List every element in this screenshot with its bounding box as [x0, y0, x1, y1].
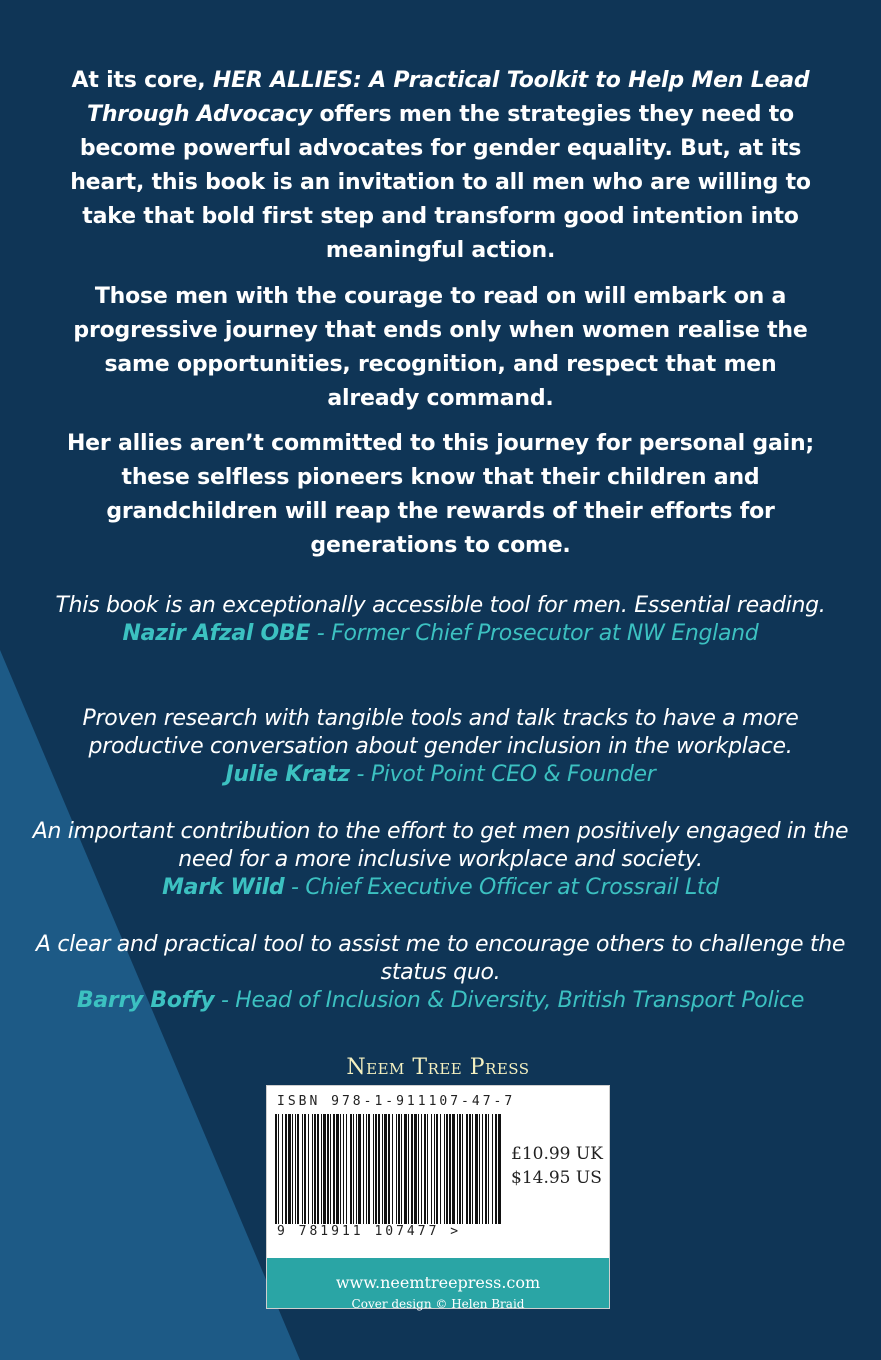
barcode-bar	[436, 1114, 438, 1224]
barcode-bar	[498, 1114, 501, 1224]
barcode-bar	[434, 1114, 435, 1224]
barcode-bar	[401, 1114, 402, 1224]
barcode-bar	[340, 1114, 341, 1224]
barcode-bar	[462, 1114, 463, 1224]
barcode-bar	[330, 1114, 331, 1224]
barcode-bar	[384, 1114, 387, 1224]
barcode	[275, 1114, 501, 1224]
barcode-bar	[336, 1114, 339, 1224]
barcode-bar	[485, 1114, 487, 1224]
barcode-bar	[408, 1114, 409, 1224]
barcode-bar	[475, 1114, 478, 1224]
barcode-bar	[414, 1114, 417, 1224]
barcode-bar	[308, 1114, 309, 1224]
barcode-bar	[292, 1114, 293, 1224]
barcode-bar	[288, 1114, 291, 1224]
barcode-bar	[466, 1114, 468, 1224]
barcode-bar	[375, 1114, 377, 1224]
barcode-bar	[457, 1114, 458, 1224]
barcode-bar	[346, 1114, 347, 1224]
barcode-bar	[366, 1114, 367, 1224]
barcode-bar	[323, 1114, 326, 1224]
barcode-bar	[378, 1114, 380, 1224]
barcode-bar	[356, 1114, 357, 1224]
barcode-bar	[312, 1114, 313, 1224]
barcode-bar	[404, 1114, 407, 1224]
barcode-bar	[492, 1114, 493, 1224]
barcode-bar	[333, 1114, 335, 1224]
endorsement-3: An important contribution to the effort to get men positively engaged in the need for a more inclusive workplace and society. Mark Wild - Chief Executive Officer at Crossrail Ltd	[32, 819, 849, 900]
barcode-bar	[449, 1114, 451, 1224]
barcode-bar	[295, 1114, 296, 1224]
barcode-bar	[396, 1114, 397, 1224]
barcode-bar	[398, 1114, 400, 1224]
barcode-bar	[469, 1114, 471, 1224]
publisher-name: Neem Tree Press	[346, 1055, 530, 1080]
barcode-bar	[431, 1114, 432, 1224]
barcode-bar	[353, 1114, 354, 1224]
barcode-bar	[388, 1114, 390, 1224]
cover-credit: Cover design © Helen Braid	[351, 1297, 525, 1311]
barcode-bar	[363, 1114, 364, 1224]
barcode-bar	[459, 1114, 461, 1224]
barcode-bar	[304, 1114, 306, 1224]
barcode-bar	[350, 1114, 352, 1224]
publisher-url: www.neemtreepress.com	[267, 1258, 609, 1308]
barcode-bar	[297, 1114, 299, 1224]
price	[511, 1142, 603, 1190]
barcode-bar	[285, 1114, 287, 1224]
barcode-bar	[317, 1114, 319, 1224]
barcode-bar	[482, 1114, 483, 1224]
barcode-bar	[440, 1114, 441, 1224]
barcode-bar	[382, 1114, 383, 1224]
barcode-bar	[427, 1114, 428, 1224]
barcode-bar	[327, 1114, 329, 1224]
endorsement-2: Proven research with tangible tools and talk tracks to have a more productive conversation about gender inclusion in the workplace. Julie Kratz - Pivot Point CEO & Founder	[82, 706, 799, 787]
barcode-bar	[411, 1114, 413, 1224]
endorsement-4: A clear and practical tool to assist me to encourage others to challenge the status quo. Barry Boffy - Head of Inclusion & Diversity, British Transport Police	[35, 932, 846, 1013]
blurb-paragraph-1: At its core, HER ALLIES: A Practical Toolkit to Help Men Lead Through Advocacy offers men the strategies they need to become powerful advocates for gender equality. But, at its heart, this book is an invitation to all men who are willing to take that bold first step and transform good intention into meaningful action.	[70, 68, 811, 263]
isbn-digits: 9 781911 107477 >	[277, 1224, 462, 1239]
endorsement-1: This book is an exceptionally accessible tool for men. Essential reading. Nazir Afzal OBE - Former Chief Prosecutor at NW England	[55, 593, 826, 646]
barcode-bar	[314, 1114, 316, 1224]
barcode-bar	[392, 1114, 393, 1224]
blurb-paragraph-2: Those men with the courage to read on will embark on a progressive journey that ends only when women realise the same opportunities, recognition, and respect that men already command.	[73, 284, 808, 411]
barcode-bar	[479, 1114, 480, 1224]
barcode-bar	[418, 1114, 419, 1224]
price-uk: £10.99 UK	[511, 1144, 603, 1164]
barcode-bar	[321, 1114, 322, 1224]
barcode-bar	[421, 1114, 422, 1224]
barcode-bar	[488, 1114, 489, 1224]
blurb-paragraph-3: Her allies aren’t committed to this journey for personal gain; these selfless pioneers know that their children and grandchildren will reap the rewards of their efforts for generations to come.	[66, 431, 815, 558]
barcode-bar	[368, 1114, 370, 1224]
barcode-bar	[302, 1114, 303, 1224]
book-title: HER ALLIES: A Practical Toolkit to Help Men Lead Through Advocacy	[87, 68, 810, 127]
barcode-bar	[358, 1114, 361, 1224]
price-us: $14.95 US	[511, 1168, 602, 1188]
barcode-bar	[275, 1114, 277, 1224]
barcode-bar	[282, 1114, 283, 1224]
barcode-bar	[373, 1114, 374, 1224]
barcode-bar	[446, 1114, 448, 1224]
barcode-bar	[452, 1114, 455, 1224]
isbn-label: ISBN 978-1-911107-47-7	[277, 1094, 516, 1109]
barcode-bar	[424, 1114, 426, 1224]
barcode-bar	[495, 1114, 497, 1224]
barcode-bar	[343, 1114, 344, 1224]
barcode-bar	[278, 1114, 279, 1224]
barcode-bar	[444, 1114, 445, 1224]
isbn-barcode-box	[266, 1085, 610, 1309]
barcode-bar	[472, 1114, 473, 1224]
